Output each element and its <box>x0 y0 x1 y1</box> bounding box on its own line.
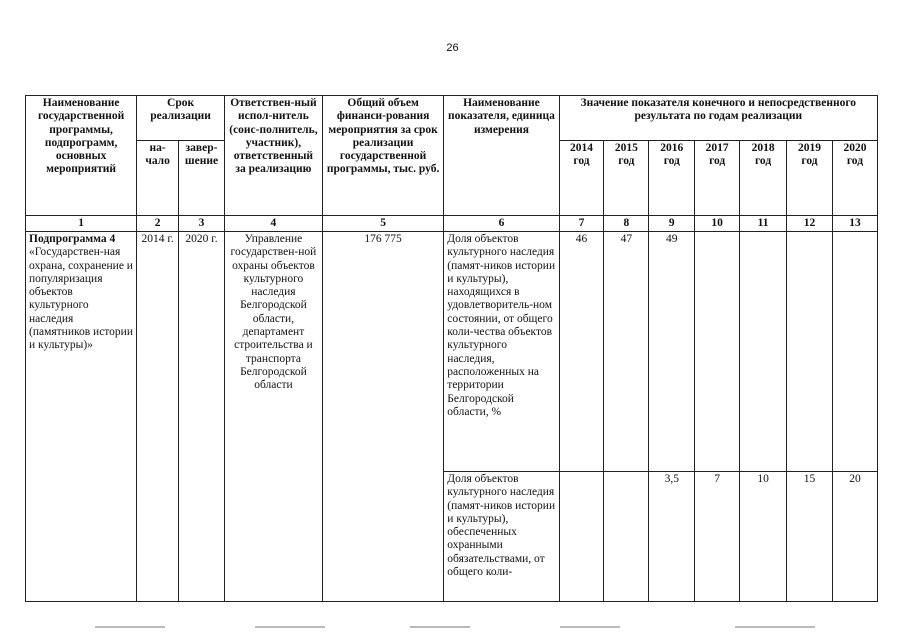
header-year-2020: 2020 год <box>832 141 877 216</box>
subprogram-name: «Государствен-ная охрана, сохранение и популяризация объектов культурного наследия (памятников истории и культуры)» <box>29 246 133 352</box>
header-financing: Общий объем финанси-рования мероприятия за срок реализации государственной программы, тыс. руб. <box>322 96 443 216</box>
header-year-2014: 2014 год <box>559 141 604 216</box>
scan-artifact <box>560 626 620 628</box>
value-2018: 10 <box>740 472 787 602</box>
column-number: 4 <box>224 216 322 232</box>
value-2020: 20 <box>832 472 877 602</box>
column-number: 13 <box>832 216 877 232</box>
start-year: 2014 г. <box>137 232 179 602</box>
column-number: 9 <box>649 216 695 232</box>
header-end: завер-шение <box>179 141 225 216</box>
scan-artifact <box>410 626 470 628</box>
value-2015 <box>604 472 649 602</box>
value-2015: 47 <box>604 232 649 472</box>
column-number: 5 <box>322 216 443 232</box>
column-number: 1 <box>26 216 137 232</box>
table-row <box>26 232 878 472</box>
financing-amount: 176 775 <box>322 232 443 602</box>
header-year-2018: 2018 год <box>740 141 787 216</box>
value-2018 <box>740 232 787 472</box>
value-2019: 15 <box>787 472 833 602</box>
value-2017 <box>695 232 740 472</box>
header-values: Значение показателя конечного и непосредственного результата по годам реализации <box>559 96 877 141</box>
header-year-2015: 2015 год <box>604 141 649 216</box>
value-2014: 46 <box>559 232 604 472</box>
column-number: 8 <box>604 216 649 232</box>
value-2014 <box>559 472 604 602</box>
responsible-executor: Управление государствен-ной охраны объектов культурного наследия Белгородской области, департамент строительства и транспорта Белгородской области <box>224 232 322 602</box>
indicator-1: Доля объектов культурного наследия (памят-ников истории и культуры), находящихся в удовлетворитель-ном состоянии, от общего коли-чества объектов культурного наследия, расположенных на территории Белгородской области, % <box>444 232 559 472</box>
value-2020 <box>832 232 877 472</box>
column-number: 7 <box>559 216 604 232</box>
scan-artifact <box>255 626 325 628</box>
header-program-name: Наименование государственной программы, подпрограмм, основных мероприятий <box>26 96 137 216</box>
header-year-2017: 2017 год <box>695 141 740 216</box>
column-number: 2 <box>137 216 179 232</box>
column-number-row <box>26 216 878 232</box>
end-year: 2020 г. <box>179 232 225 602</box>
header-year-2016: 2016 год <box>649 141 695 216</box>
program-table <box>25 95 878 602</box>
value-2016: 49 <box>649 232 695 472</box>
column-number: 3 <box>179 216 225 232</box>
header-start: на-чало <box>137 141 179 216</box>
header-term: Срок реализации <box>137 96 225 141</box>
column-number: 6 <box>444 216 559 232</box>
page-number: 26 <box>446 42 459 54</box>
header-indicator: Наименование показателя, единица измерения <box>444 96 559 216</box>
subprogram-cell <box>26 232 137 602</box>
header-responsible: Ответствен-ный испол-нитель (соис-полнитель, участник), ответственный за реализацию <box>224 96 322 216</box>
value-2017: 7 <box>695 472 740 602</box>
indicator-2: Доля объектов культурного наследия (памят-ников истории и культуры), обеспеченных охранными обязательствами, от общего коли- <box>444 472 559 602</box>
column-number: 12 <box>787 216 833 232</box>
header-row-1 <box>26 96 878 141</box>
subprogram-label: Подпрограмма 4 <box>29 233 116 245</box>
header-year-2019: 2019 год <box>787 141 833 216</box>
value-2016: 3,5 <box>649 472 695 602</box>
column-number: 11 <box>740 216 787 232</box>
column-number: 10 <box>695 216 740 232</box>
scan-artifact <box>735 626 815 628</box>
scan-artifact <box>95 626 165 628</box>
value-2019 <box>787 232 833 472</box>
